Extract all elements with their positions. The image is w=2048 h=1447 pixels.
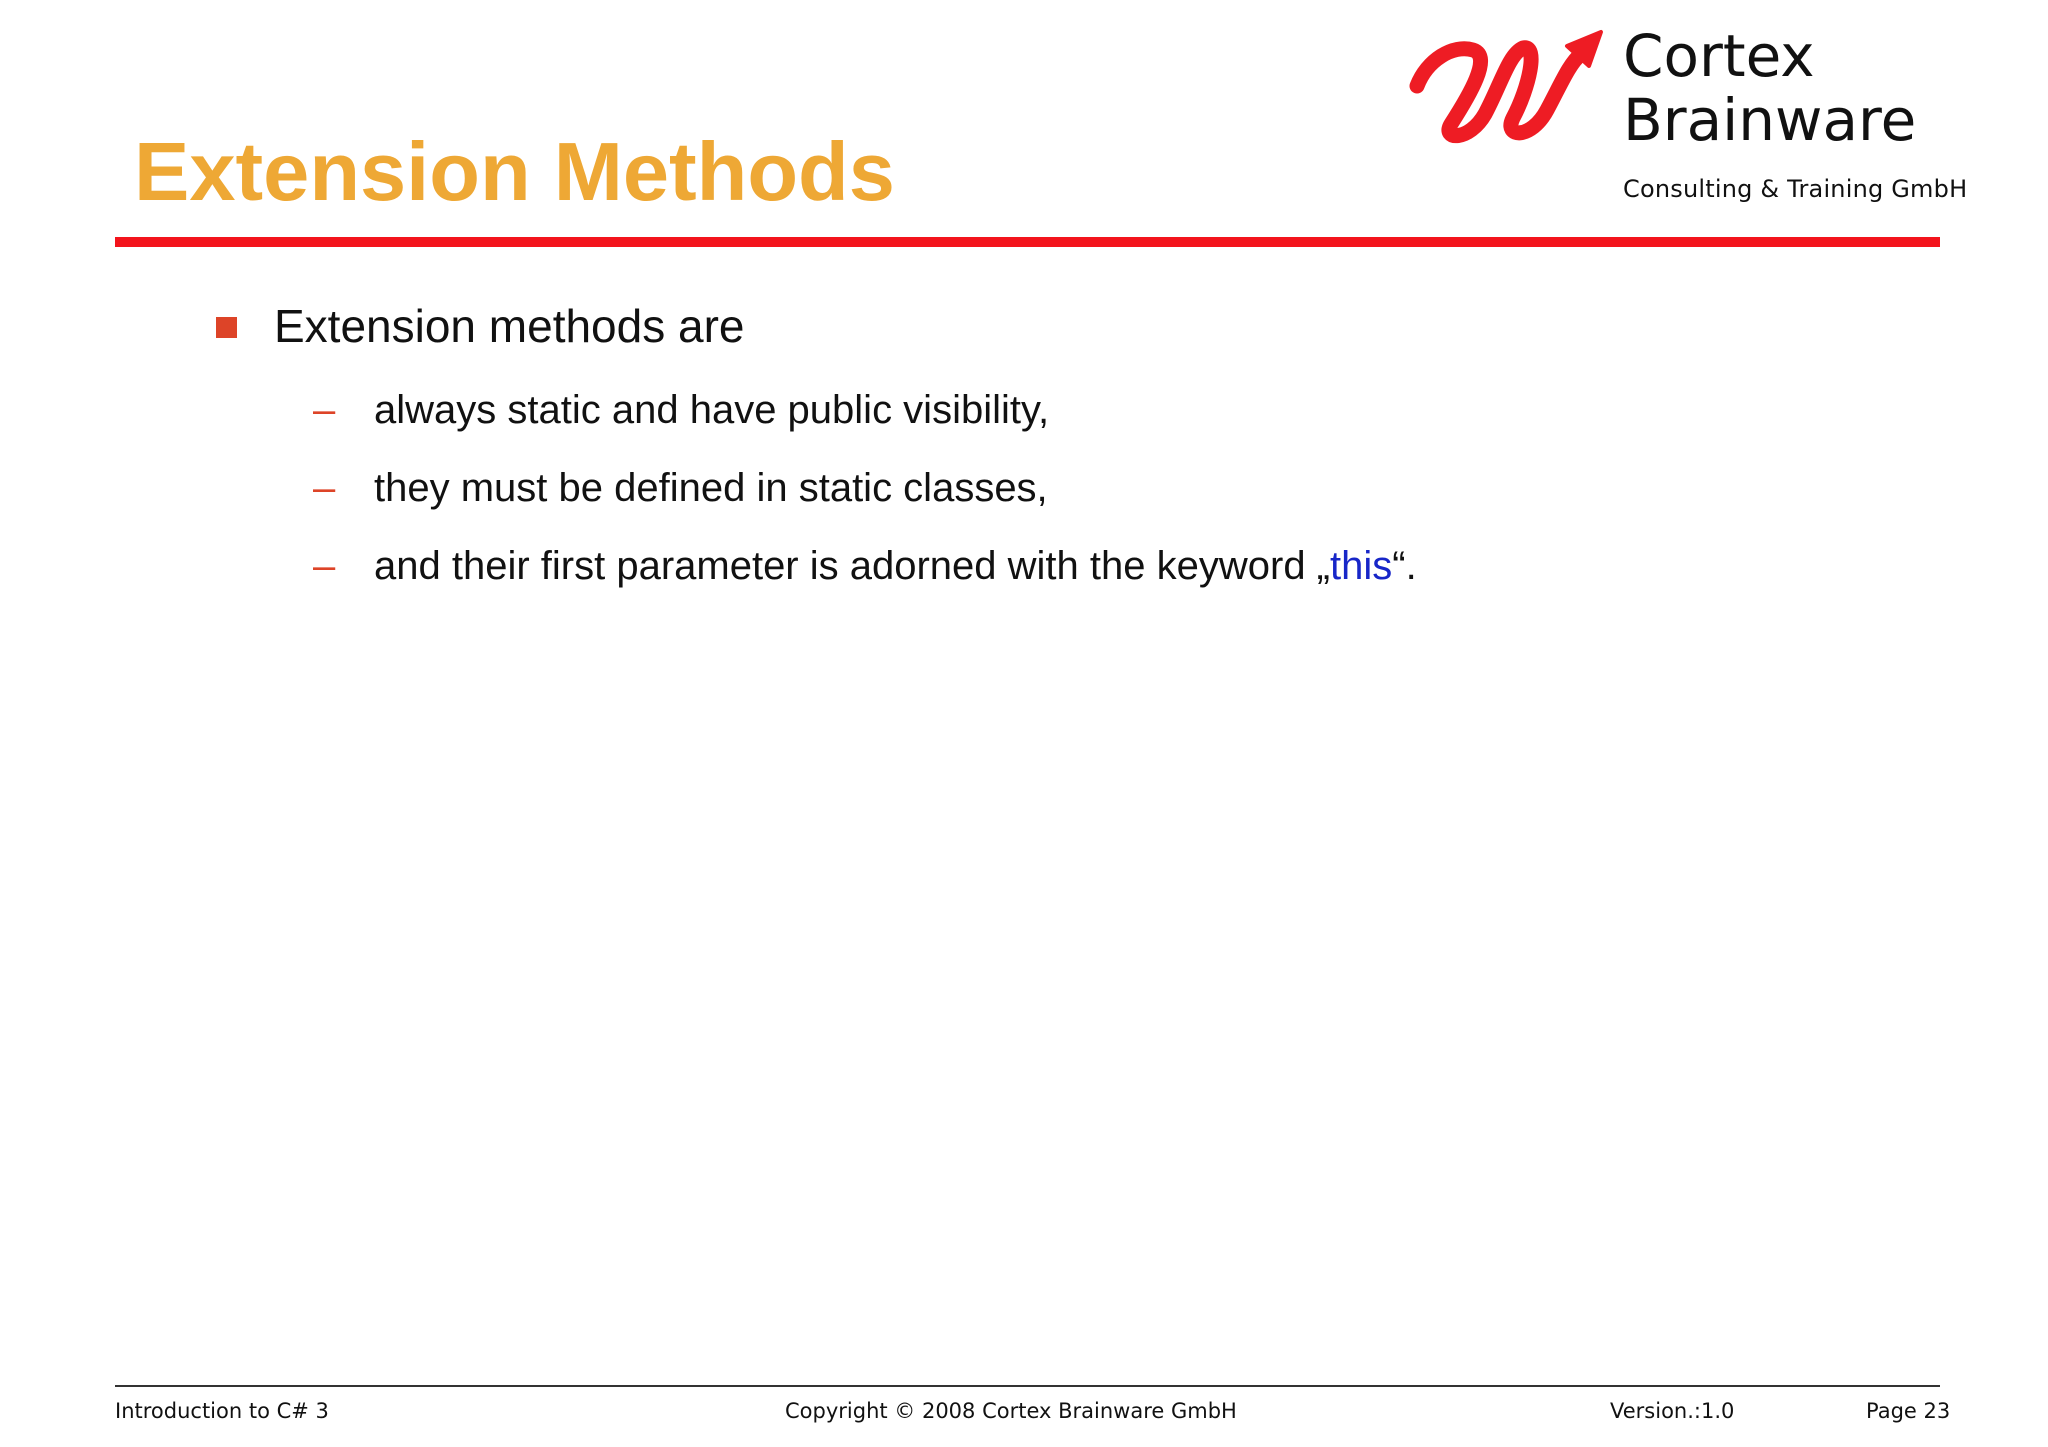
sub-bullet-text-before: and their first parameter is adorned with the keyword „ <box>374 544 1330 588</box>
footer-version: Version.:1.0 <box>1610 1399 1735 1423</box>
dash-bullet-icon: – <box>313 544 336 588</box>
logo-swirl-icon <box>1405 18 1610 153</box>
slide-title: Extension Methods <box>134 125 895 218</box>
footer-copyright: Copyright © 2008 Cortex Brainware GmbH <box>785 1399 1237 1423</box>
company-logo <box>1405 18 1968 218</box>
logo-wordmark <box>1623 18 1967 204</box>
logo-line-1: Cortex <box>1623 22 1815 90</box>
logo-line-2: Brainware <box>1623 86 1917 154</box>
title-divider <box>115 237 1940 247</box>
sub-bullet-text: always static and have public visibility, <box>374 388 1050 432</box>
footer-divider <box>115 1385 1940 1387</box>
logo-tagline: Consulting & Training GmbH <box>1623 175 1968 203</box>
sub-bullet-text <box>374 538 1417 594</box>
square-bullet-icon <box>216 317 237 338</box>
bullet-text: Extension methods are <box>274 300 745 352</box>
footer-page-number: Page 23 <box>1866 1399 1951 1423</box>
footer-course: Introduction to C# 3 <box>115 1399 329 1423</box>
dash-bullet-icon: – <box>313 466 336 510</box>
keyword-this: this <box>1330 544 1393 588</box>
sub-bullet-text: they must be defined in static classes, <box>374 466 1048 510</box>
dash-bullet-icon: – <box>313 388 336 432</box>
sub-bullet-text-after: “. <box>1392 544 1417 588</box>
